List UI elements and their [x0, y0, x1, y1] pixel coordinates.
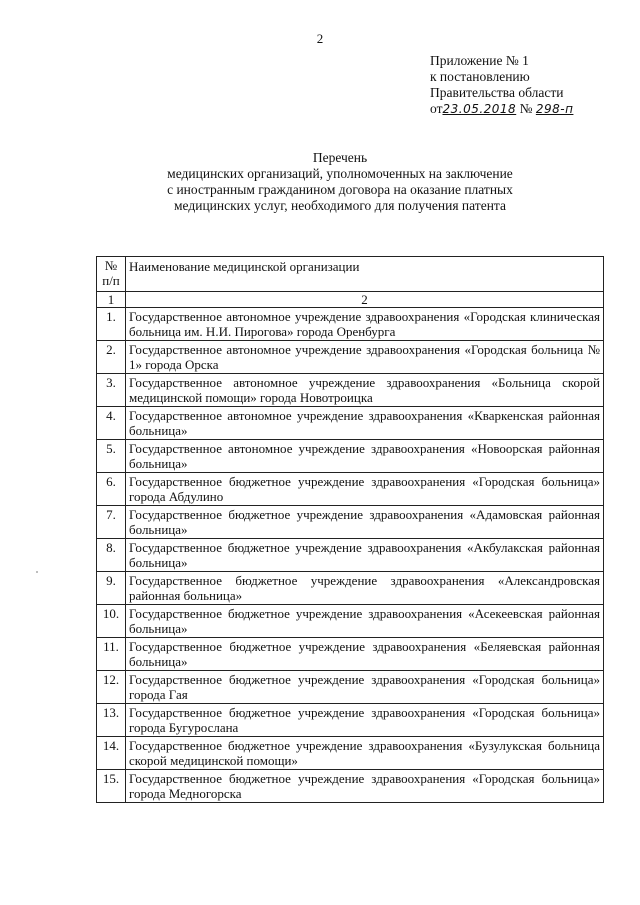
row-number: 6. — [97, 473, 126, 506]
table-row — [97, 605, 604, 638]
table-row — [97, 539, 604, 572]
appendix-line-3: Правительства области — [430, 85, 564, 100]
table-row — [97, 341, 604, 374]
organization-name: Государственное бюджетное учреждение здравоохранения «Адамовская районная больница» — [126, 506, 604, 539]
table-row — [97, 374, 604, 407]
organization-name: Государственное автономное учреждение здравоохранения «Больница скорой медицинской помощи» города Новотроицка — [126, 374, 604, 407]
document-title — [130, 150, 550, 214]
title-line-2: с иностранным гражданином договора на оказание платных — [167, 182, 513, 197]
number-prefix: № — [519, 101, 533, 116]
row-number: 10. — [97, 605, 126, 638]
organization-name: Государственное бюджетное учреждение здравоохранения «Городская больница» города Медногорска — [126, 770, 604, 803]
title-heading: Перечень — [312, 150, 368, 165]
appendix-line-2: к постановлению — [430, 69, 530, 84]
organization-name: Государственное автономное учреждение здравоохранения «Городская больница № 1» города Орска — [126, 341, 604, 374]
row-number: 1. — [97, 308, 126, 341]
handwritten-date: 23.05.2018 — [442, 102, 517, 116]
organization-name: Государственное автономное учреждение здравоохранения «Новоорская районная больница» — [126, 440, 604, 473]
page-number: 2 — [316, 31, 324, 46]
table-row — [97, 638, 604, 671]
organization-name: Государственное бюджетное учреждение здравоохранения «Асекеевская районная больница» — [126, 605, 604, 638]
table-row — [97, 770, 604, 803]
table-row — [97, 671, 604, 704]
row-number: 8. — [97, 539, 126, 572]
title-line-3: медицинских услуг, необходимого для получения патента — [174, 198, 506, 213]
row-number: 7. — [97, 506, 126, 539]
table-header-row — [97, 257, 604, 292]
organization-name: Государственное бюджетное учреждение здравоохранения «Беляевская районная больница» — [126, 638, 604, 671]
row-number: 9. — [97, 572, 126, 605]
row-number: 12. — [97, 671, 126, 704]
table-row — [97, 407, 604, 440]
organizations-table — [96, 256, 604, 803]
appendix-date-line — [430, 101, 573, 117]
row-number: 13. — [97, 704, 126, 737]
organization-name: Государственное бюджетное учреждение здравоохранения «Городская больница» города Гая — [126, 671, 604, 704]
organization-name: Государственное бюджетное учреждение здравоохранения «Акбулакская районная больница» — [126, 539, 604, 572]
organization-name: Государственное автономное учреждение здравоохранения «Кваркенская районная больница» — [126, 407, 604, 440]
row-number: 3. — [97, 374, 126, 407]
row-number: 15. — [97, 770, 126, 803]
scan-speck — [36, 571, 38, 573]
row-number: 5. — [97, 440, 126, 473]
row-number: 2. — [97, 341, 126, 374]
table-row — [97, 473, 604, 506]
table-index-row — [97, 292, 604, 308]
organization-name: Государственное автономное учреждение здравоохранения «Городская клиническая больница им. Н.И. Пирогова» города Оренбурга — [126, 308, 604, 341]
table-row — [97, 440, 604, 473]
row-number: 11. — [97, 638, 126, 671]
row-number: 14. — [97, 737, 126, 770]
organization-name: Государственное бюджетное учреждение здравоохранения «Городская больница» города Абдулино — [126, 473, 604, 506]
table-row — [97, 572, 604, 605]
index-num: 1 — [97, 292, 126, 308]
handwritten-number: 298-п — [535, 102, 574, 116]
appendix-block — [430, 53, 573, 117]
table-row — [97, 704, 604, 737]
organization-name: Государственное бюджетное учреждение здравоохранения «Александровская районная больница» — [126, 572, 604, 605]
table-row — [97, 737, 604, 770]
organization-name: Государственное бюджетное учреждение здравоохранения «Городская больница» города Бугурослана — [126, 704, 604, 737]
header-num: № п/п — [97, 257, 126, 292]
table-row — [97, 506, 604, 539]
appendix-line-1: Приложение № 1 — [430, 53, 529, 68]
header-name: Наименование медицинской организации — [126, 257, 604, 292]
date-prefix: от — [430, 101, 443, 116]
table-row — [97, 308, 604, 341]
index-name: 2 — [126, 292, 604, 308]
row-number: 4. — [97, 407, 126, 440]
organization-name: Государственное бюджетное учреждение здравоохранения «Бузулукская больница скорой медицинской помощи» — [126, 737, 604, 770]
title-line-1: медицинских организаций, уполномоченных на заключение — [167, 166, 513, 181]
